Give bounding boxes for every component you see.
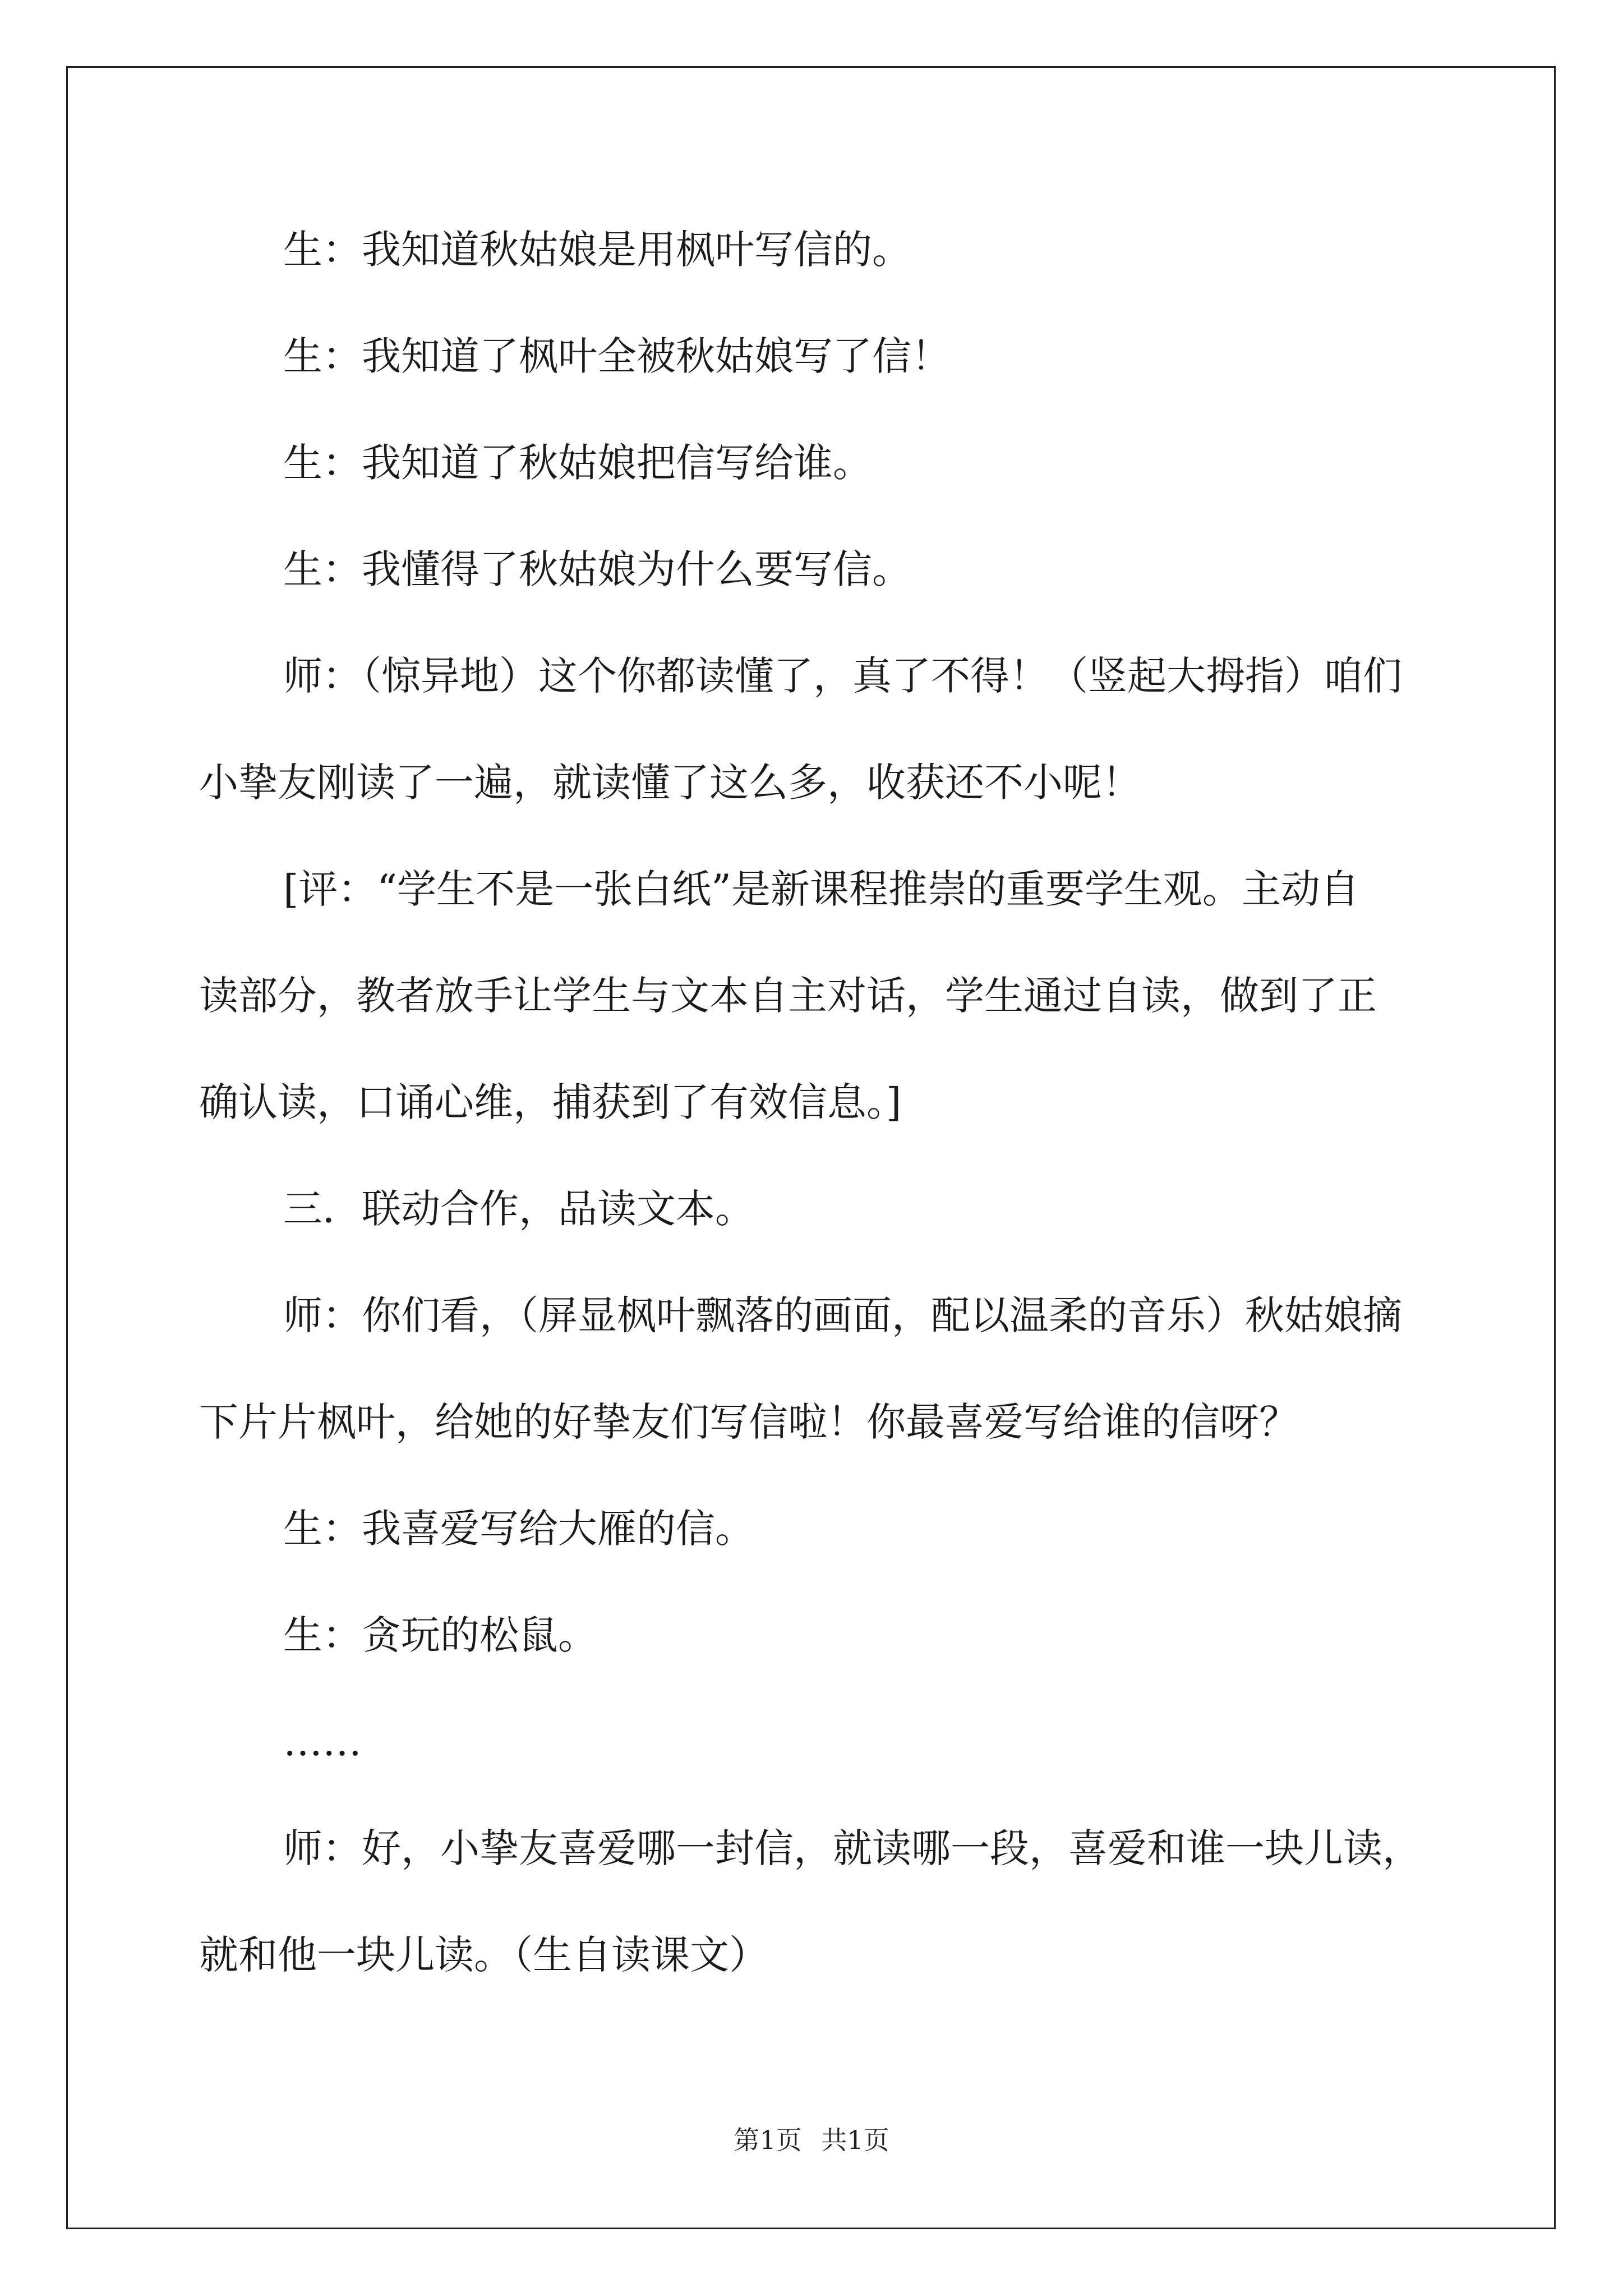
section-heading: 三．联动合作，品读文本。 [283,1186,754,1232]
page-border [66,66,1556,2229]
text-line: 读部分，教者放手让学生与文本自主对话，学生通过自读，做到了正 [199,973,1377,1019]
page-number: 第1页 [734,2125,802,2155]
text-line: 就和他一块儿读。（生自读课文） [199,1932,768,1978]
ellipsis-line: …… [283,1719,362,1765]
text-line: 下片片枫叶，给她的好挚友们写信啦！你最喜爱写给谁的信呀？ [199,1399,1298,1445]
text-line: 生：我知道了秋姑娘把信写给谁。 [283,440,872,486]
text-line: 生：贪玩的松鼠。 [283,1612,597,1658]
text-line: 小挚友刚读了一遍，就读懂了这么多，收获还不小呢！ [199,760,1141,806]
text-line: 确认读，口诵心维，捕获到了有效信息。] [199,1079,902,1125]
text-line: 生：我喜爱写给大雁的信。 [283,1506,754,1552]
text-line: 师：好，小挚友喜爱哪一封信，就读哪一段，喜爱和谁一块儿读， [283,1825,1422,1871]
text-line: 生：我懂得了秋姑娘为什么要写信。 [283,546,911,592]
text-line: 师：你们看，（屏显枫叶飘落的画面，配以温柔的音乐）秋姑娘摘 [283,1292,1402,1338]
page-total: 共1页 [821,2125,889,2155]
text-line: 师：（惊异地）这个你都读懂了，真了不得！（竖起大拇指）咱们 [283,653,1402,699]
text-line: 生：我知道了枫叶全被秋姑娘写了信！ [283,333,951,379]
page-footer [0,2123,1623,2157]
text-line: [评：“学生不是一张白纸”是新课程推崇的重要学生观。主动自 [283,866,1359,912]
text-line: 生：我知道秋姑娘是用枫叶写信的。 [283,227,911,273]
